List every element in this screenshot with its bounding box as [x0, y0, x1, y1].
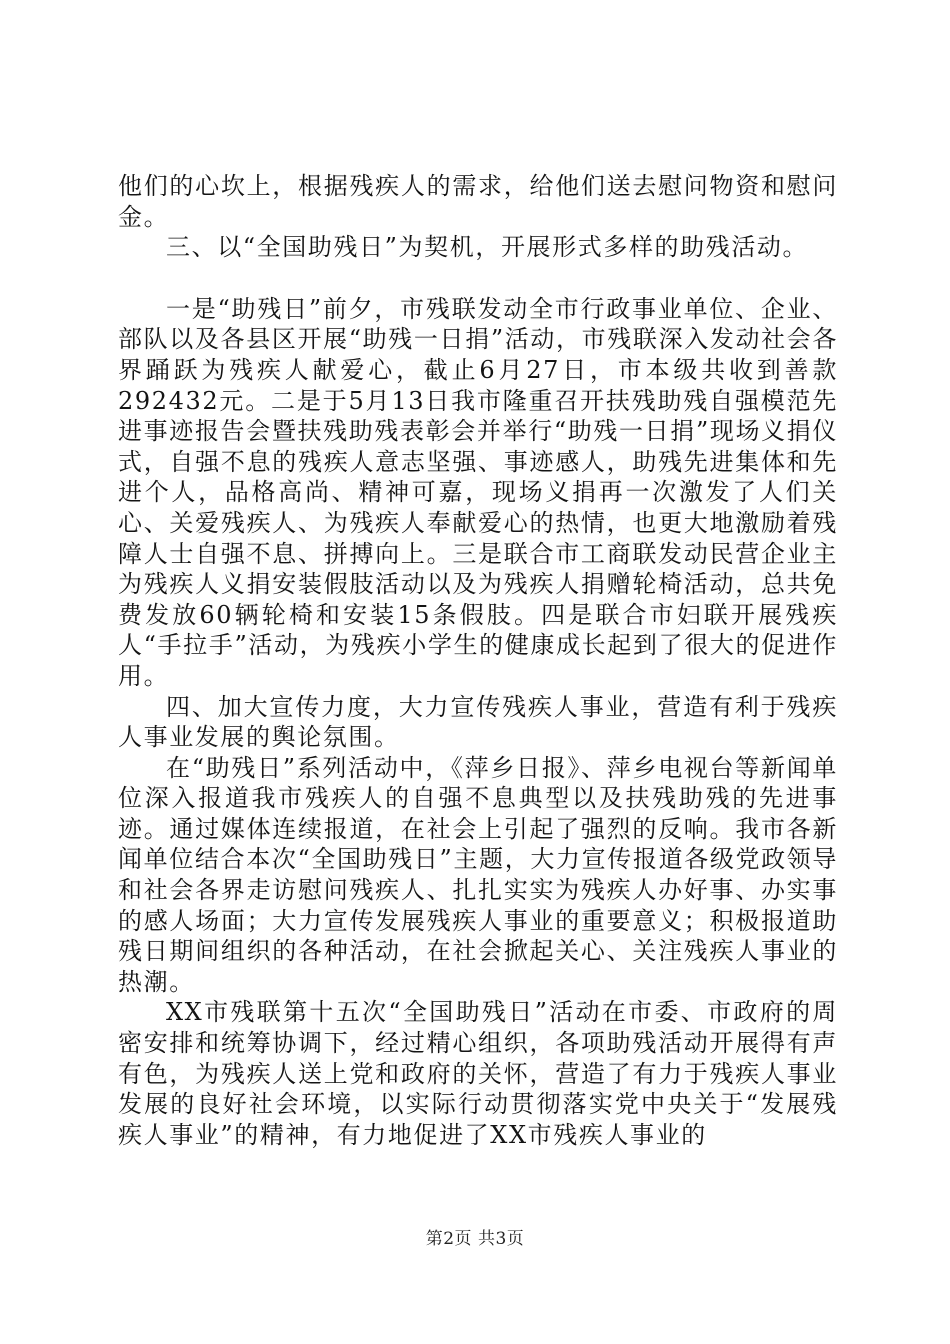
paragraph-continuation: 他们的心坎上，根据残疾人的需求，给他们送去慰问物资和慰问金。 — [118, 172, 838, 231]
paragraph-publicity: 在“助残日”系列活动中，《萍乡日报》、萍乡电视台等新闻单位深入报道我市残疾人的自强不息典型以及扶残助残的先进事迹。通过媒体连续报道，在社会上引起了强烈的反响。我市各新闻单位结合本次“全国助残日”主题，大力宣传报道各级党政领导和社会各界走访慰问残疾人、扎扎实实为残疾人办好事、办实事的感人场面；大力宣传发展残疾人事业的重要意义；积极报道助残日期间组织的各种活动，在社会掀起关心、关注残疾人事业的热潮。 — [118, 753, 838, 996]
document-body — [118, 171, 838, 1150]
section-heading-4: 四、加大宣传力度，大力宣传残疾人事业，营造有利于残疾人事业发展的舆论氛围。 — [118, 692, 838, 752]
paragraph-activities: 一是“助残日”前夕，市残联发动全市行政事业单位、企业、部队以及各县区开展“助残一日捐”活动，市残联深入发动社会各界踊跃为残疾人献爱心，截止6月27日，市本级共收到善款292432元。二是于5月13日我市隆重召开扶残助残自强模范先进事迹报告会暨扶残助残表彰会并举行“助残一日捐”现场义捐仪式，自强不息的残疾人意志坚强、事迹感人，助残先进集体和先进个人，品格高尚、精神可嘉，现场义捐再一次激发了人们关心、关爱残疾人、为残疾人奉献爱心的热情，也更大地激励着残障人士自强不息、拼搏向上。三是联合市工商联发动民营企业主为残疾人义捐安装假肢活动以及为残疾人捐赠轮椅活动，总共免费发放60辆轮椅和安装15条假肢。四是联合市妇联开展残疾人“手拉手”活动，为残疾小学生的健康成长起到了很大的促进作用。 — [118, 294, 838, 690]
paragraph-summary: XX市残联第十五次“全国助残日”活动在市委、市政府的周密安排和统筹协调下，经过精心组织，各项助残活动开展得有声有色，为残疾人送上党和政府的关怀，营造了有力于残疾人事业发展的良好社会环境，以实际行动贯彻落实党中央关于“发展残疾人事业”的精神，有力地促进了XX市残疾人事业的 — [118, 998, 838, 1149]
page-footer: 第2页 共3页 — [425, 1229, 525, 1249]
section-heading-3: 三、以“全国助残日”为契机，开展形式多样的助残活动。 — [166, 233, 809, 262]
